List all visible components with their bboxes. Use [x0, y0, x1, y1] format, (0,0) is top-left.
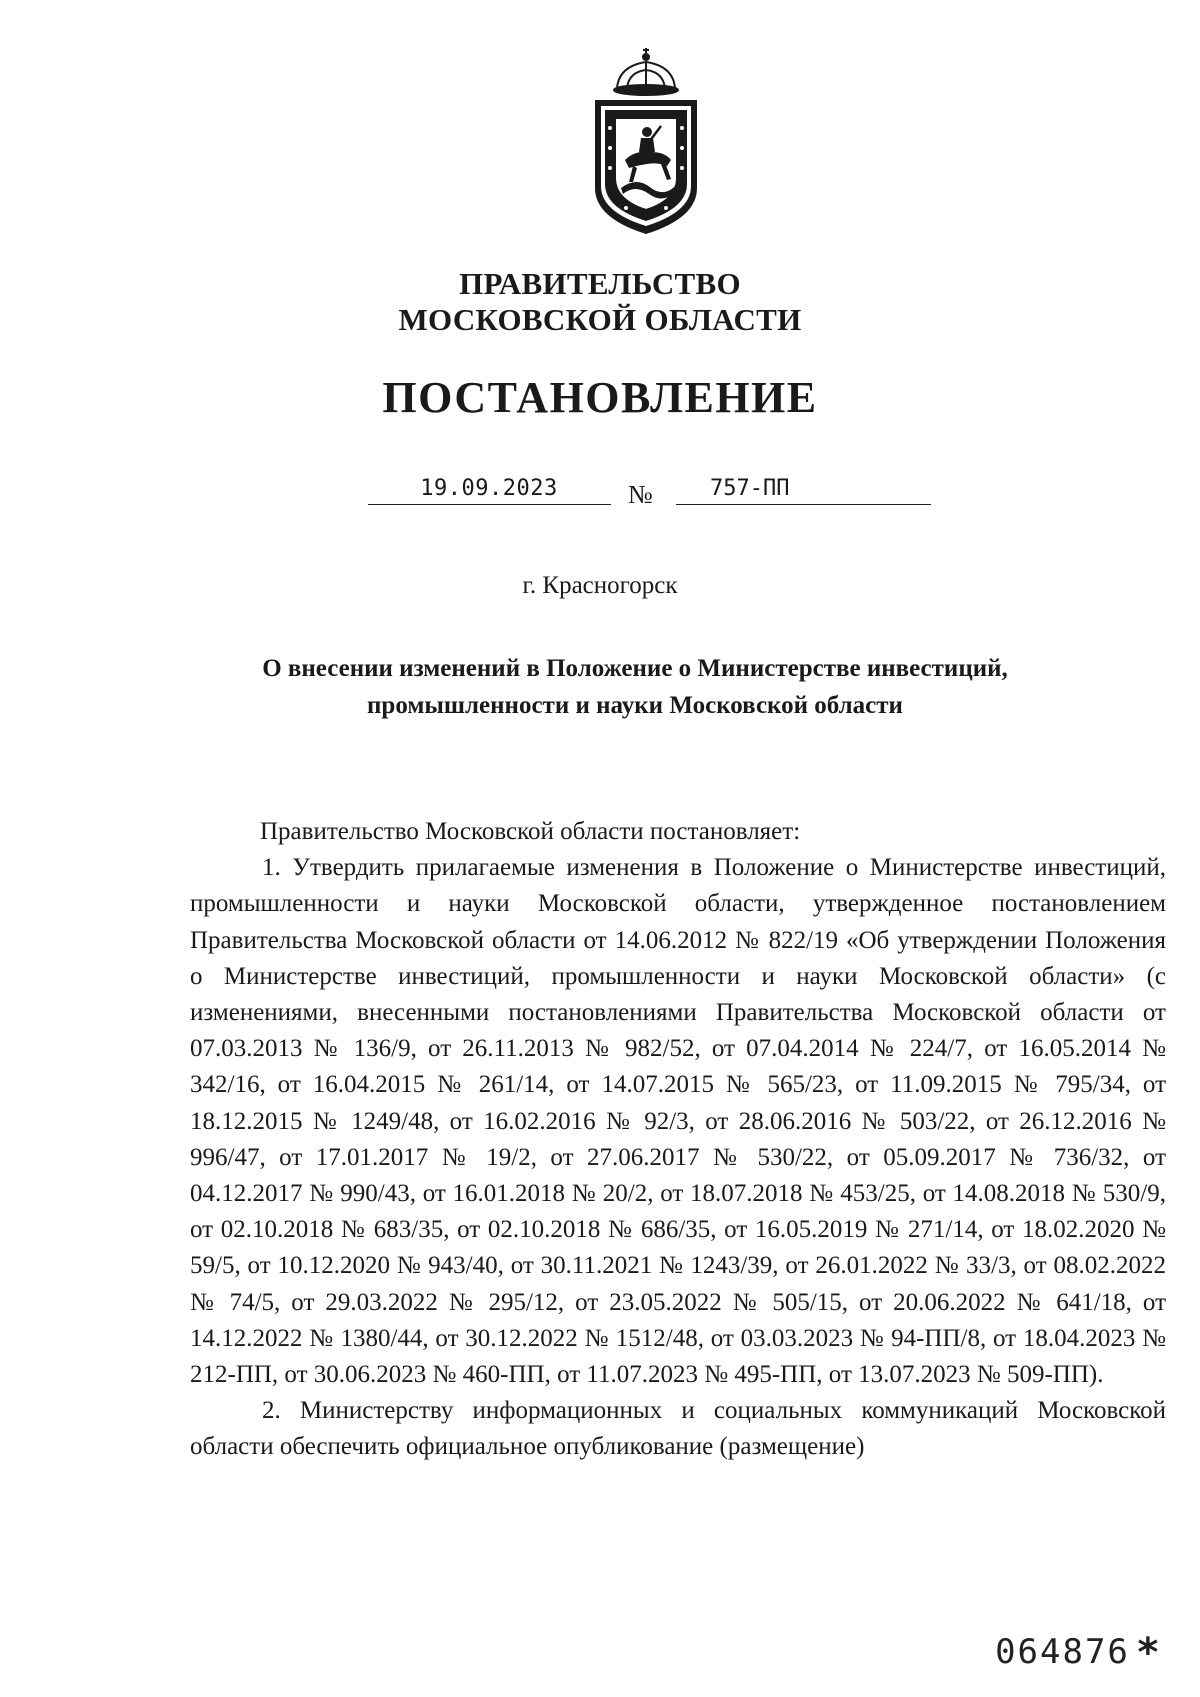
lead-paragraph: Правительство Московской области постановляет: — [260, 818, 801, 845]
coat-of-arms-icon — [581, 48, 711, 238]
organization-name — [0, 266, 1200, 338]
title-line-1: О внесении изменений в Положение о Министерстве инвестиций, — [262, 655, 1008, 682]
date-underline — [368, 504, 611, 505]
document-title — [150, 650, 1120, 724]
org-line-1: ПРАВИТЕЛЬСТВО — [459, 266, 741, 301]
document-number: 757-ПП — [710, 476, 790, 501]
org-line-2: МОСКОВСКОЙ ОБЛАСТИ — [398, 302, 802, 337]
document-type: ПОСТАНОВЛЕНИЕ — [382, 373, 818, 422]
number-underline — [676, 504, 931, 505]
title-line-2: промышленности и науки Московской области — [367, 692, 903, 719]
number-sign: № — [628, 480, 653, 509]
item-2-paragraph: 2. Министерству информационных и социальных коммуникаций Московской области обеспечить официальное опубликование (размещение) — [190, 1397, 1166, 1461]
city: г. Красногорск — [522, 572, 678, 599]
serial-value: 064876 — [995, 1632, 1130, 1672]
asterisk-icon: * — [1135, 1630, 1162, 1676]
document-date: 19.09.2023 — [420, 476, 558, 501]
serial-number — [995, 1630, 1162, 1676]
document-body — [190, 814, 1166, 1466]
item-1-paragraph: 1. Утвердить прилагаемые изменения в Положение о Министерстве инвестиций, промышленности и науки Московской области, утвержденное постановлением Правительства Московской области от 14.06.2012 № 822/19 «Об утверждении Положения о Министерстве инвестиций, промышленности и науки Московской области» (с изменениями, внесенными постановлениями Правительства Московской области от 07.03.2013 № 136/9, от 26.11.2013 № 982/52, от 07.04.2014 № 224/7, от 16.05.2014 № 342/16, от 16.04.2015 № 261/14, от 14.07.2015 № 565/23, от 11.09.2015 № 795/34, от 18.12.2015 № 1249/48, от 16.02.2016 № 92/3, от 28.06.2016 № 503/22, от 26.12.2016 № 996/47, от 17.01.2017 № 19/2, от 27.06.2017 № 530/22, от 05.09.2017 № 736/32, от 04.12.2017 № 990/43, от 16.01.2018 № 20/2, от 18.07.2018 № 453/25, от 14.08.2018 № 530/9, от 02.10.2018 № 683/35, от 02.10.2018 № 686/35, от 16.05.2019 № 271/14, от 18.02.2020 № 59/5, от 10.12.2020 № 943/40, от 30.11.2021 № 1243/39, от 26.01.2022 № 33/3, от 08.02.2022 № 74/5, от 29.03.2022 № 295/12, от 23.05.2022 № 505/15, от 20.06.2022 № 641/18, от 14.12.2022 № 1380/44, от 30.12.2022 № 1512/48, от 03.03.2023 № 94-ПП/8, от 18.04.2023 № 212-ПП, от 30.06.2023 № 460-ПП, от 11.07.2023 № 495-ПП, от 13.07.2023 № 509-ПП). — [190, 854, 1166, 1389]
